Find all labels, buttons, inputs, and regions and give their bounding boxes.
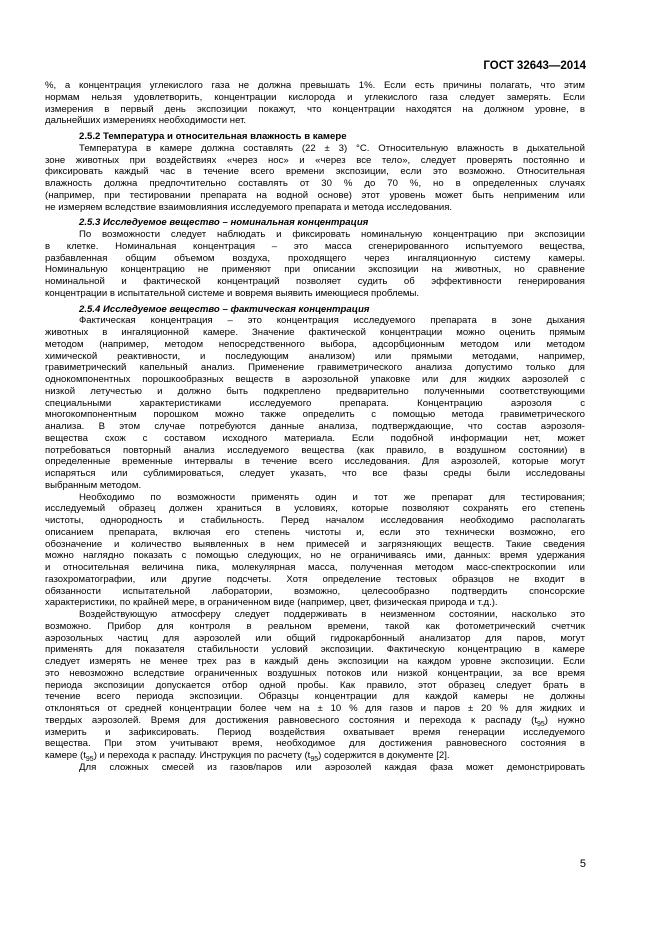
text-line: обозначение и количество выявленных в нем примесей и загрязняющих веществ. Такие сведения — [45, 538, 585, 550]
text-line: Температура в камере должна составлять (22 ± 3) °С. Относительную влажность в дыхательной — [79, 142, 585, 154]
text-line: аэрозольных частиц для аэрозолей или общий гидрокарбонный анализатор для паров, могут — [45, 632, 585, 644]
text-line: измерить и зафиксировать. Период воздействия охватывает время генерации исследуемого — [45, 726, 585, 738]
text-line: измерения в первый день экспозиции покажут, что концентрации находятся на должном уровне, в — [45, 103, 585, 115]
text-line: исследуемый образец должен храниться в условиях, которые позволяют сохранять его степень — [45, 503, 585, 515]
section-heading-2-5-4: 2.5.4 Исследуемое вещество – фактическая концентрация — [79, 303, 370, 315]
text-line: фиксировать каждый час в течение всего времени экспозиции, если это возможно. Относительная — [45, 166, 585, 178]
text-line: многокомпонентным порошком можно также определить с помощью метода гравиметрического — [45, 409, 585, 421]
text-line: камере $(t_{95})$ и перехода к распаду. Инструкция по расчету $(t_{95})$ содержится в документе [2]. — [45, 750, 450, 763]
text-line: вещества. При этом учитывают время, необходимое для достижения равновесного состояния в — [45, 738, 585, 750]
text-line: применять для показателя стабильности условий экспозиции. Фактическую концентрацию в камере — [45, 644, 585, 656]
text-line: Воздействующую атмосферу следует поддерживать в неизменном состоянии, насколько это — [79, 609, 585, 620]
text-line: описанием препарата, включая его степень чистоты и, если это технически возможно, его — [45, 526, 585, 538]
text-line: %, а концентрация углекислого газа не должна превышать 1%. Если есть причины полагать, что этим — [45, 80, 585, 91]
text-line: методом (например, методом непосредственного выбора, адсорбционным методом или методом — [45, 338, 585, 350]
text-line: следует измерять не менее трех раз в каждый день экспозиции на каждом уровне экспозиции. Если — [45, 656, 585, 667]
text-line: специальными характеристиками исследуемого препарата. Концентрацию аэрозоля с — [45, 397, 585, 409]
text-line: выбранным методом. — [45, 479, 142, 491]
text-line: это невозможно вследствие ограниченных воздушных потоков или низкой концентрации, за все время — [45, 667, 585, 679]
text-line: разбавленная общим объемом воздуха, проходящего через ингаляционную систему камеры. — [45, 252, 585, 264]
text-line: химической реактивности, и последующим анализом) или прямыми методами, например, — [45, 350, 585, 362]
text-line: Номинальную концентрацию не применяют при описании экспозиции на животных, но сравнение — [45, 264, 585, 276]
text-line: можно наглядно показать с помощью следующих, но не ограничиваясь ими, данных: время удержания — [45, 550, 585, 562]
text-line: (например, при тестировании препарата на водной основе) этот уровень может быть неприменим или — [45, 189, 585, 201]
text-line: чистоты, однородность и стабильность. Перед началом исследования необходимо располагать — [45, 515, 585, 526]
text-line: однокомпонентных порошкообразных веществ в аэрозольной упаковке или для жидких аэрозолей с — [45, 374, 585, 385]
text-line: анализа. В этом случае потребуются данные анализа, подтверждающие, что состав аэрозоля- — [45, 421, 585, 432]
text-line: периода экспозиции допускается отбор одной пробы. Как правило, этот образец следует брать в — [45, 679, 585, 691]
text-line: По возможности следует наблюдать и фиксировать номинальную концентрацию при экспозиции — [79, 229, 585, 240]
text-line: влажность должна предпочтительно составлять от 30 % до 70 %, но в определенных случаях — [45, 178, 585, 189]
text-line: Для сложных смесей из газов/паров или аэрозолей каждая фаза может демонстрировать — [79, 761, 585, 773]
paragraph-complex-mixtures — [45, 762, 585, 774]
paragraph-test-sample — [45, 492, 585, 610]
text-line: отклоняться от средней концентрации более чем на ± 10 % для газов и паров ± 20 % для жидких и — [45, 703, 585, 714]
text-line: Фактическая концентрация – это концентрация исследуемого препарата в зоне дыхания — [79, 315, 585, 327]
text-line: вещества схож с составом исходного материала. Если подобной информации нет, может — [45, 432, 585, 444]
paragraph-exposure-atmosphere — [45, 609, 585, 762]
text-line: низкой летучестью и должно быть подкреплено предварительно полученными соответствующими — [45, 385, 585, 397]
text-line: и относительная величина пика, молекулярная масса, полученная методом масс-спектроскопии или — [45, 562, 585, 573]
page-number: 5 — [579, 858, 586, 870]
text-line: потребоваться повторный анализ исследуемого вещества (как правило, в воздушном состоянии) в — [45, 444, 585, 456]
text-line: животных в ингаляционной камере. Значение фактической концентрации можно оценить прямым — [45, 327, 585, 338]
text-line: гравиметрический капельный анализ. Применение гравиметрического анализа допустимо только для — [45, 362, 585, 374]
text-line: дальнейших измерениях необходимости нет. — [45, 115, 247, 127]
text-line: номинальной и фактической концентраций позволяет судить об эффективности генерирования — [45, 276, 585, 287]
text-line: в клетке. Номинальная концентрация – это масса сгенерированного испытуемого вещества, — [45, 240, 585, 252]
text-line: твердых аэрозолей. Время для достижения равновесного состояния и перехода к распаду $(t_{95})$ нужно — [45, 714, 585, 728]
text-line: характеристики, по крайней мере, в ограниченном виде (например, цвет, физическая природа и т.д.). — [45, 597, 498, 609]
section-heading-2-5-2: 2.5.2 Температура и относительная влажность в камере — [79, 131, 347, 142]
paragraph-nominal-concentration — [45, 229, 585, 300]
intro-paragraph — [45, 80, 585, 127]
text-line: зоне животных при воздействиях «через нос» и «через все тело», следует проверять постоянно и — [45, 154, 585, 166]
paragraph-actual-concentration — [45, 315, 585, 491]
text-line: не измеряем вследствие взаимовлияния исследуемого препарата и метода исследования. — [45, 201, 453, 213]
text-line: течение всего периода экспозиции. Образцы концентрации для каждой камеры не должны — [45, 691, 585, 703]
section-heading-2-5-3: 2.5.3 Исследуемое вещество – номинальная концентрация — [79, 217, 369, 229]
text-line: Необходимо по возможности применять один и тот же препарат для тестирования; — [79, 491, 585, 503]
text-line: определенные временные интервалы в течение всего исследования. Для аэрозолей, которые могут — [45, 456, 585, 468]
text-line: возможно. Прибор для контроля в реальном времени, такой как фотометрический счетчик — [45, 620, 585, 632]
text-line: газохроматографии, или другие подсчеты. Хотя определение тестовых образцов не входит в — [45, 573, 585, 585]
text-line: нормам нельзя удовлетворить, концентрации кислорода и углекислого газа следует замерять. Если — [45, 91, 585, 103]
text-line: испаряться или сублимироваться, следует указать, что все фазы среды были исследованы — [45, 468, 585, 479]
paragraph-temperature — [45, 143, 585, 214]
text-line: обязанности испытательной лаборатории, возможно, целесообразно подтвердить спонсорские — [45, 585, 585, 597]
text-line: концентрации в испытательной системе и вовремя выявить имеющиеся проблемы. — [45, 287, 420, 299]
document-code: ГОСТ 32643—2014 — [483, 60, 586, 72]
page-content — [45, 80, 585, 774]
